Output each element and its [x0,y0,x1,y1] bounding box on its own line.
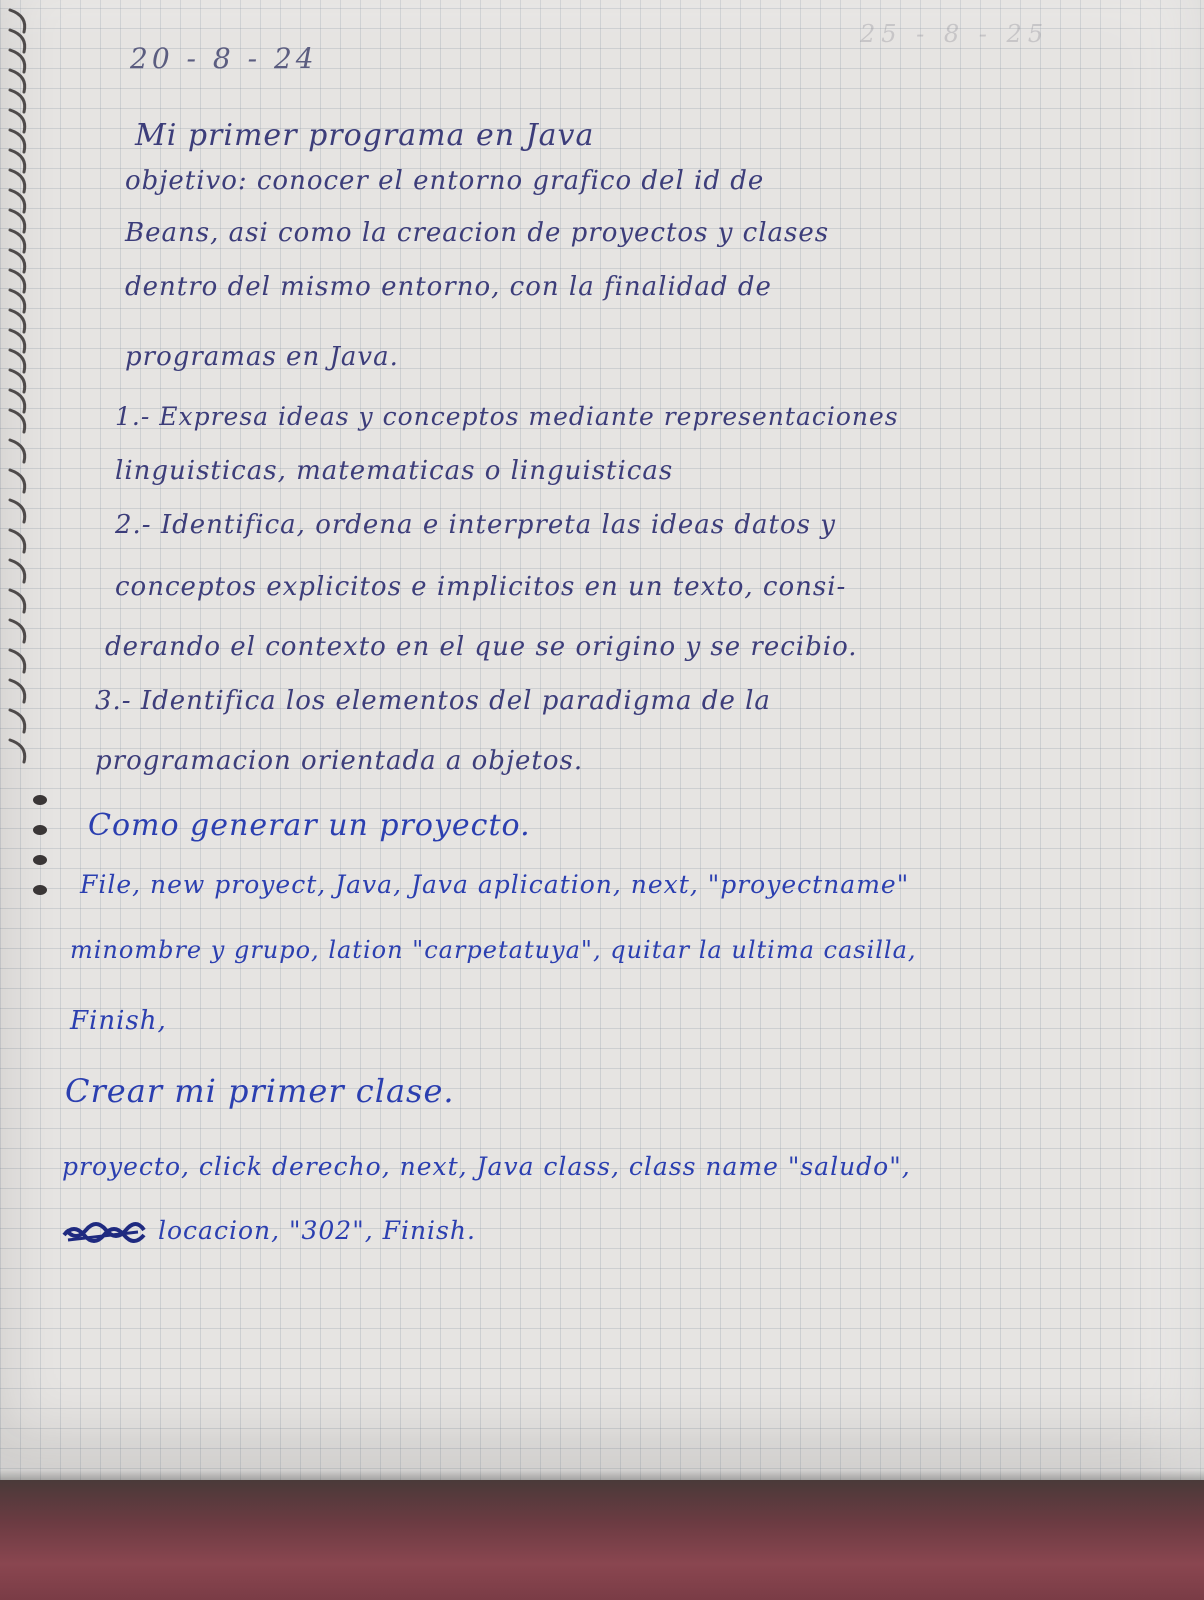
table-surface [0,1480,1204,1600]
text-line: Beans, asi como la creacion de proyectos y clases [125,218,830,248]
text-line: derando el contexto en el que se origino y se recibio. [105,632,858,662]
text-line: 1.- Expresa ideas y conceptos mediante representaciones [115,402,899,431]
class-step-line: proyecto, click derecho, next, Java class, class name "saludo", [62,1152,911,1181]
class-step-line: locacion, "302", Finish. [158,1216,476,1245]
project-step-line: minombre y grupo, lation "carpetatuya", quitar la ultima casilla, [70,936,917,964]
text-line: programacion orientada a objetos. [95,746,584,776]
text-line: linguisticas, matematicas o linguisticas [115,456,674,486]
spiral-binding [0,0,70,1480]
title-line: Mi primer programa en Java [135,118,595,153]
text-line: conceptos explicitos e implicitos en un texto, consi- [115,572,847,602]
project-step-line: File, new proyect, Java, Java aplication, next, "proyectname" [80,870,910,899]
section-heading-project: Como generar un proyecto. [88,808,531,843]
text-line: 3.- Identifica los elementos del paradigma de la [95,686,771,716]
text-line: dentro del mismo entorno, con la finalidad de [125,272,772,302]
project-step-line: Finish, [70,1006,167,1036]
faded-header-date: 25 - 8 - 25 [860,20,1050,48]
section-heading-class: Crear mi primer clase. [65,1072,455,1110]
page-date: 20 - 8 - 24 [130,42,318,75]
scribbled-out-word [62,1222,146,1248]
text-line: programas en Java. [125,342,399,372]
text-line: 2.- Identifica, ordena e interpreta las ideas datos y [115,510,836,540]
text-line: objetivo: conocer el entorno grafico del id de [125,166,765,196]
